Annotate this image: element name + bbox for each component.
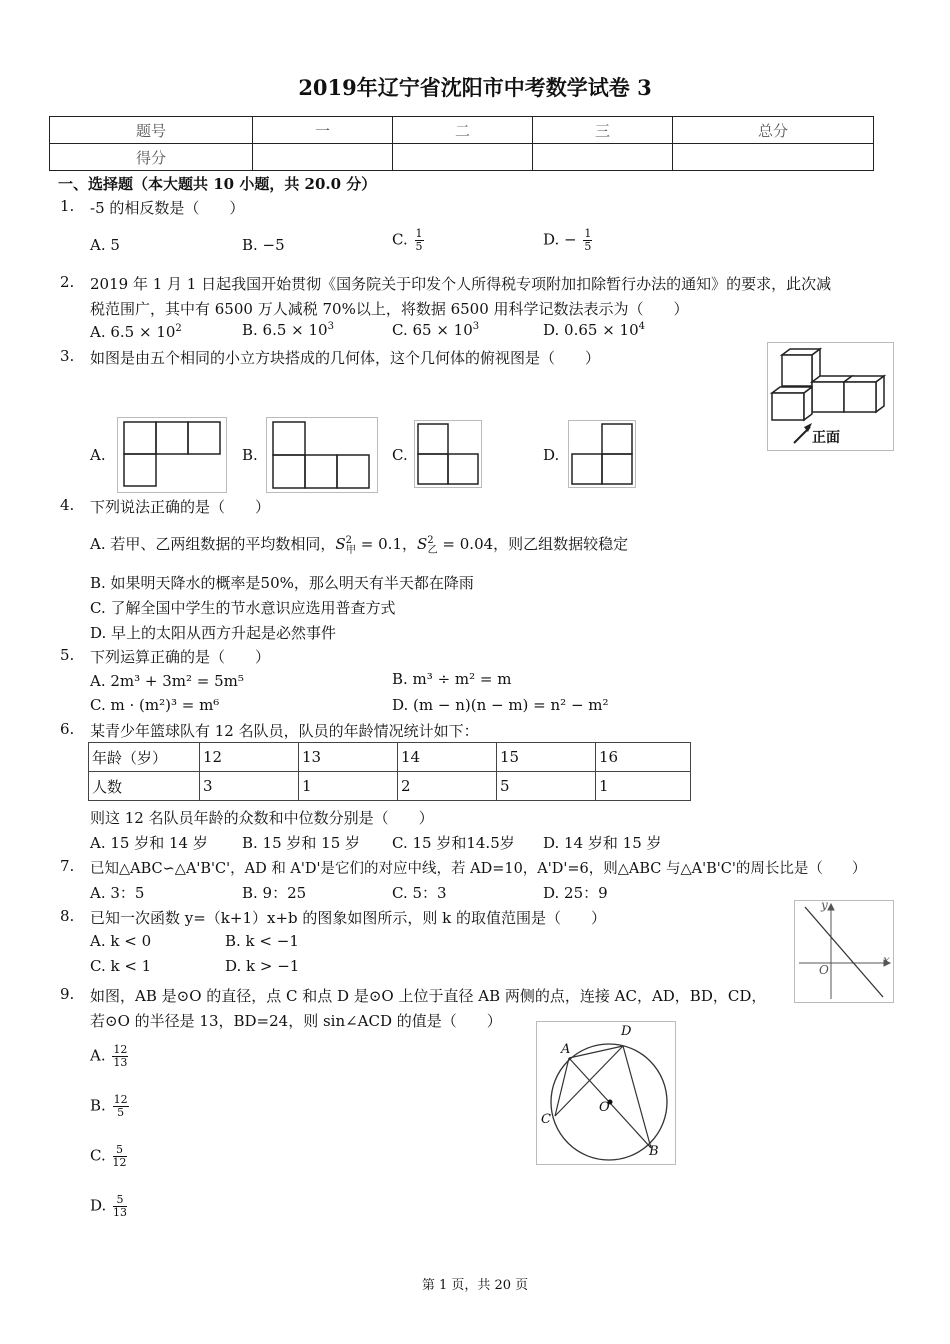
table-cell: 14 [398,743,497,772]
point-a-label: A [561,1042,571,1057]
table-cell: 2 [398,772,497,801]
table-cell: 5 [497,772,596,801]
option-b[interactable]: B. −5 [242,236,285,254]
exponent: 2 [175,323,182,334]
option-a[interactable]: A. k < 0 [90,932,152,950]
option-c[interactable] [392,321,479,339]
question-number: 4. [60,496,75,514]
question-stem: 如图是由五个相同的小立方块搭成的几何体，这个几何体的俯视图是（ ） [90,349,601,367]
question-number: 1. [60,197,75,215]
fraction [415,228,424,253]
option-b[interactable]: B. m³ ÷ m² = m [392,670,512,688]
option-a-label[interactable]: A. [90,446,106,464]
variance-subscript: 甲 [346,545,357,556]
option-b-label[interactable]: B. [242,446,258,464]
question-number: 8. [60,907,75,925]
score-cell[interactable] [253,144,393,171]
option-d-figure[interactable] [568,420,636,488]
fraction-denominator: 13 [113,1206,128,1219]
origin-label: O [819,963,829,977]
question-stem: 下列说法正确的是（ ） [90,498,271,516]
score-cell[interactable] [673,144,874,171]
function-graph [795,901,893,1002]
question-number: 3. [60,347,75,365]
fraction [113,1194,127,1219]
page-footer: 第 1 页，共 20 页 [421,1278,529,1293]
option-a[interactable] [90,323,182,341]
question-stem: 已知一次函数 y=（k+1）x+b 的图象如图所示，则 k 的取值范围是（ ） [90,909,607,927]
fraction-denominator: 5 [415,240,423,253]
option-d[interactable]: D. 25：9 [543,884,608,902]
fraction-numerator: 12 [113,1043,128,1056]
option-a[interactable]: A. 5 [90,236,120,254]
score-table [49,116,874,171]
option-a[interactable]: A. 若甲、乙两组数据的平均数相同，$S^2_甲 = 0.1$，$S^2_乙 = 0.04$，则乙组数据较稳定 [90,535,629,556]
option-d[interactable]: D. (m − n)(n − m) = n² − m² [392,696,609,714]
question-number: 7. [60,857,75,875]
option-text: A. 6.5 × 10 [90,323,176,341]
score-header-cell: 二 [393,117,533,144]
fraction-numerator: 5 [113,1194,127,1207]
question-stem: 则这 12 名队员年龄的众数和中位数分别是（ ） [90,809,434,827]
question-number: 6. [60,720,75,738]
option-b[interactable]: B. 15 岁和 15 岁 [242,834,361,852]
option-c[interactable]: C. 5：3 [392,884,447,902]
fraction [583,228,592,253]
score-value-row [50,144,874,171]
option-d[interactable] [90,1194,127,1219]
question-stem: 下列运算正确的是（ ） [90,648,271,666]
table-row [89,743,691,772]
option-d[interactable] [543,228,592,253]
table-cell: 16 [596,743,691,772]
option-text: C. 65 × 10 [392,321,473,339]
table-cell: 年龄（岁） [89,743,200,772]
table-cell: 12 [200,743,299,772]
exponent: 4 [638,321,645,332]
top-view-b [267,418,377,492]
option-c[interactable]: C. 了解全国中学生的节水意识应选用普查方式 [90,599,396,617]
table-cell: 15 [497,743,596,772]
option-a-figure[interactable] [117,417,227,493]
front-label: 正面 [812,430,840,446]
option-a[interactable]: A. 2m³ + 3m² = 5m⁵ [90,672,244,690]
option-d[interactable] [543,321,645,339]
option-text: A. 若甲、乙两组数据的平均数相同， [90,535,336,553]
question-stem: 已知△ABC∽△A'B'C'，AD 和 A'D'是它们的对应中线，若 AD=10，A'D'=6，则△ABC 与△A'B'C'的周长比是（ ） [90,861,867,877]
option-label: C. [90,1146,106,1165]
fraction-numerator: 5 [113,1144,127,1157]
question-number: 2. [60,273,75,291]
question-stem: 2019 年 1 月 1 日起我国开始贯彻《国务院关于印发个人所得税专项附加扣除暂行办法的通知》的要求，此次减 [90,275,832,293]
top-view-a [118,418,226,492]
point-d-label: D [621,1024,632,1039]
option-d[interactable]: D. 14 岁和 15 岁 [543,834,662,852]
y-axis-label: y [821,898,828,912]
option-c[interactable]: C. 15 岁和14.5岁 [392,834,515,852]
point-c-label: C [541,1112,551,1127]
variance-subscript: 乙 [427,545,438,556]
top-view-c [415,421,481,487]
table-cell: 3 [200,772,299,801]
score-row-label: 得分 [50,144,253,171]
score-header-cell: 一 [253,117,393,144]
score-header-cell: 题号 [50,117,253,144]
age-table [88,742,691,801]
question-stem: 如图，AB 是⊙O 的直径，点 C 和点 D 是⊙O 上位于直径 AB 两侧的点，连接 AC，AD，BD，CD， [90,987,767,1005]
option-c-figure[interactable] [414,420,482,488]
option-b[interactable] [242,321,334,339]
option-c[interactable]: C. m · (m²)³ = m⁶ [90,696,220,714]
question-number: 9. [60,985,75,1003]
option-text: = 0.04，则乙组数据较稳定 [437,535,629,553]
score-cell[interactable] [533,144,673,171]
option-a[interactable] [90,1044,128,1069]
fraction-numerator: 1 [415,227,423,240]
linear-function-figure [794,900,894,1003]
exponent: 3 [327,321,334,332]
page-title: 2019年辽宁省沈阳市中考数学试卷 3 [298,75,652,100]
option-label: A. [90,1046,106,1065]
score-header-row [50,117,874,144]
table-cell: 1 [299,772,398,801]
option-c[interactable] [90,1144,127,1169]
question-stem: -5 的相反数是（ ） [90,199,245,217]
option-c[interactable] [392,228,424,253]
point-o-label: O [599,1100,610,1115]
top-view-d [569,421,635,487]
table-cell: 人数 [89,772,200,801]
fraction-numerator: 1 [584,227,592,240]
variance-symbol: S [335,535,346,553]
option-d[interactable]: D. k > −1 [225,957,300,975]
fraction [113,1094,129,1119]
score-header-cell: 三 [533,117,673,144]
option-a[interactable]: A. 3：5 [90,884,145,902]
x-axis-label: x [883,953,890,967]
option-label: D. − [543,230,577,249]
fraction-denominator: 13 [113,1056,128,1069]
option-label: C. [392,230,408,249]
variance-symbol: S [417,535,428,553]
option-b[interactable]: B. 9：25 [242,884,307,902]
option-text: B. 6.5 × 10 [242,321,328,339]
option-d-label[interactable]: D. [543,446,560,464]
table-row [89,772,691,801]
option-b[interactable] [90,1094,129,1119]
score-header-cell: 总分 [673,117,874,144]
question-stem: 税范围广，其中有 6500 万人减税 70%以上，将数据 6500 用科学记数法表示为（ ） [90,300,689,318]
option-text: D. 0.65 × 10 [543,321,639,339]
fraction [113,1144,127,1169]
option-b[interactable]: B. k < −1 [225,932,299,950]
question-stem: 若⊙O 的半径是 13，BD=24，则 sin∠ACD 的值是（ ） [90,1012,502,1030]
question-stem: 某青少年篮球队有 12 名队员，队员的年龄情况统计如下： [90,722,479,740]
circle-diagram [537,1022,675,1164]
option-text: = 0.1， [356,535,417,553]
option-b[interactable]: B. 如果明天降水的概率是50%，那么明天有半天都在降雨 [90,574,474,592]
score-cell[interactable] [393,144,533,171]
cube-figure [767,342,894,451]
option-b-figure[interactable] [266,417,378,493]
fraction-numerator: 12 [113,1093,128,1106]
fraction-denominator: 5 [584,240,592,253]
circle-figure [536,1021,676,1165]
point-b-label: B [649,1144,659,1159]
exponent: 3 [472,321,480,332]
option-a[interactable]: A. 15 岁和 14 岁 [90,834,208,852]
table-cell: 13 [299,743,398,772]
option-d[interactable]: D. 早上的太阳从西方升起是必然事件 [90,624,337,642]
option-label: D. [90,1196,107,1215]
option-label: B. [90,1096,106,1115]
fraction-denominator: 12 [112,1156,127,1169]
option-c[interactable]: C. k < 1 [90,957,152,975]
question-number: 5. [60,646,75,664]
table-cell: 1 [596,772,691,801]
option-c-label[interactable]: C. [392,446,408,464]
fraction [112,1044,128,1069]
section-heading: 一、选择题（本大题共 10 小题，共 20.0 分） [58,175,377,193]
fraction-denominator: 5 [117,1106,125,1119]
